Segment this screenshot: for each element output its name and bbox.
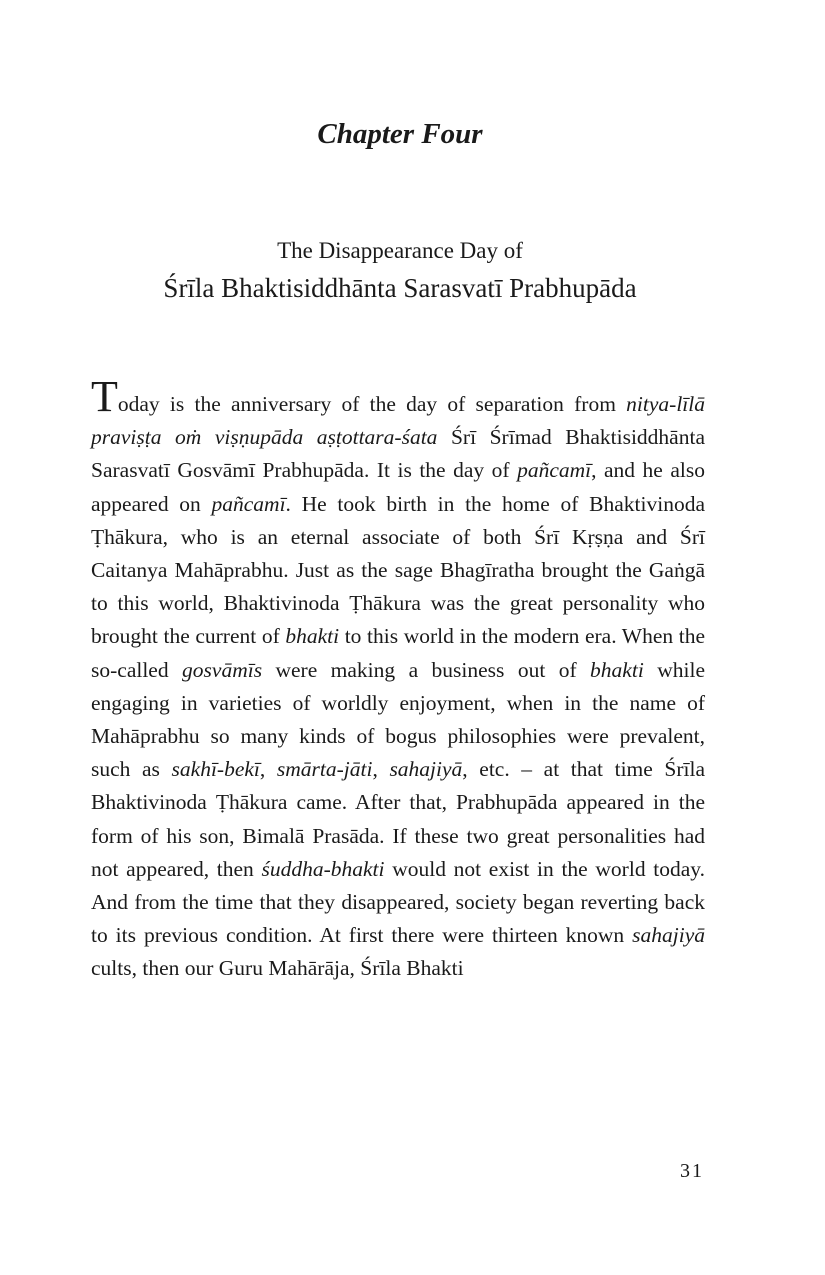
italic-term: gosvāmīs [182,657,263,682]
text-run: oday is the anniversary of the day of separation from [117,392,627,416]
body-paragraph [91,372,706,986]
chapter-title-line-2: Śrīla Bhaktisiddhānta Sarasvatī Prabhupāda [163,273,637,303]
italic-term: bhakti [285,624,340,649]
italic-term: pañcamī [517,458,592,483]
text-run: , [259,757,277,782]
text-run: . He took birth in the home of Bhaktivinoda Ṭhākura, who is an eternal associate of both Śrī Kṛṣṇa and Śrī Caitanya Mahāprabhu. Just as the sage Bhagīratha brought the Gaṅgā to this world, Bhaktivinoda Ṭhākura was the great personality who brought the current of [91,491,705,649]
text-run: to this world in the modern era. When the so-called [91,624,705,682]
italic-term: pañcamī [211,491,286,516]
text-run: cults, then our Guru Mahārāja, Śrīla Bhakti [91,956,464,981]
text-run: , etc. – at that time Śrīla Bhaktivinoda Ṭhākura came. After that, Prabhupāda appeared in the form of his son, Bimalā Prasāda. If these two great personalities had not appeared, then [91,757,706,881]
text-run: while engaging in varieties of worldly enjoyment, when in the name of Mahāprabhu so many kinds of bogus philosophies were prevalent, such as [91,657,705,782]
italic-term: nitya-līlā praviṣṭa oṁ viṣṇupāda aṣṭottara-śata [91,392,705,450]
text-run: , and he also appeared on [91,458,705,516]
body-paragraph-text [91,392,705,980]
text-run: , [372,757,390,782]
italic-term: sahajiyā [389,757,463,782]
text-run: were making a business out of [262,657,591,682]
italic-term: śuddha-bhakti [261,856,385,881]
italic-term: sakhī-bekī [171,757,260,782]
italic-term: sahajiyā [632,923,705,948]
italic-term: bhakti [590,657,644,682]
italic-term: smārta-jāti [276,757,373,782]
text-run: would not exist in the world today. And from the time that they disappeared, society began reverting back to its previous condition. At first there were thirteen known [91,856,705,948]
chapter-title-line-1: The Disappearance Day of [277,238,523,263]
page-number: 31 [680,1160,704,1182]
chapter-title [0,234,800,308]
chapter-heading: Chapter Four [317,118,483,150]
text-run: Śrī Śrīmad Bhaktisiddhānta Sarasvatī Gosvāmī Prabhupāda. It is the day of [91,425,705,483]
drop-cap: T [91,372,118,421]
